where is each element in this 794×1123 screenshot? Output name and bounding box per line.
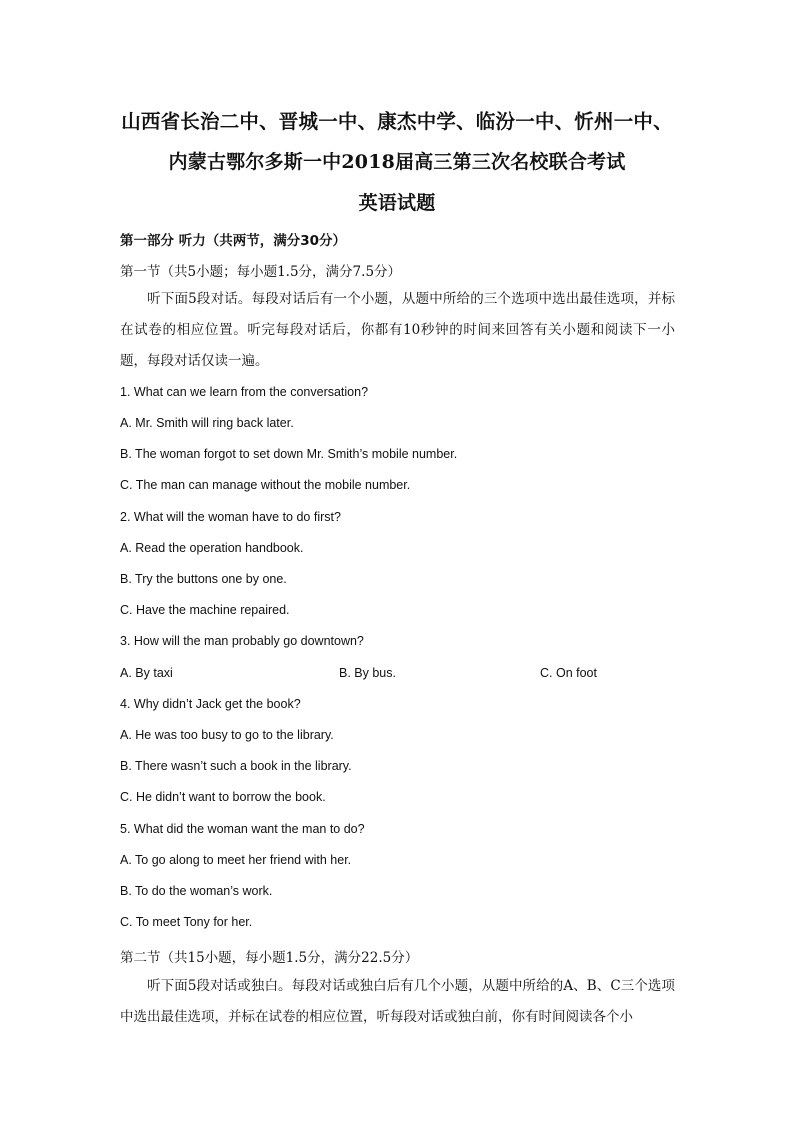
question-3-option-c: C. On foot xyxy=(540,666,597,680)
question-1-stem: 1. What can we learn from the conversation? xyxy=(120,385,369,399)
section-one-instructions-text: 听下面5段对话。每段对话后有一个小题，从题中所给的三个选项中选出最佳选项，并标在试卷的相应位置。听完每段对话后，你都有10秒钟的时间来回答有关小题和阅读下一小题，每段对话仅读一遍。 xyxy=(120,291,675,369)
question-4-option-b: B. There wasn’t such a book in the library. xyxy=(120,759,352,773)
question-1-option-b: B. The woman forgot to set down Mr. Smith’s mobile number. xyxy=(120,447,458,461)
question-2-option-a: A. Read the operation handbook. xyxy=(120,541,304,555)
section-one-instructions xyxy=(120,284,675,377)
section-two-instructions-text: 听下面5段对话或独白。每段对话或独白后有几个小题，从题中所给的A、B、C三个选项中选出最佳选项，并标在试卷的相应位置，听每段对话或独白前，你有时间阅读各个小 xyxy=(120,978,675,1025)
section-two-heading: 第二节（共15小题，每小题1.5分，满分22.5分） xyxy=(120,950,419,966)
section-two-instructions xyxy=(120,971,675,1033)
question-4-option-c: C. He didn’t want to borrow the book. xyxy=(120,790,326,804)
question-5-option-b: B. To do the woman’s work. xyxy=(120,884,273,898)
question-5-option-a: A. To go along to meet her friend with her. xyxy=(120,853,352,867)
exam-title-line-1: 山西省长治二中、晋城一中、康杰中学、临汾一中、忻州一中、 xyxy=(121,110,673,133)
question-2-option-b: B. Try the buttons one by one. xyxy=(120,572,287,586)
question-5-option-c: C. To meet Tony for her. xyxy=(120,915,253,929)
exam-subject-title: 英语试题 xyxy=(358,192,436,214)
question-3-option-b: B. By bus. xyxy=(339,666,396,680)
question-4-option-a: A. He was too busy to go to the library. xyxy=(120,728,334,742)
question-3-option-a: A. By taxi xyxy=(120,666,173,680)
part-one-heading: 第一部分 听力（共两节，满分30分） xyxy=(120,233,346,249)
question-5-stem: 5. What did the woman want the man to do? xyxy=(120,822,365,836)
question-1-option-c: C. The man can manage without the mobile number. xyxy=(120,478,411,492)
question-2-option-c: C. Have the machine repaired. xyxy=(120,603,290,617)
question-1-option-a: A. Mr. Smith will ring back later. xyxy=(120,416,294,430)
question-4-stem: 4. Why didn’t Jack get the book? xyxy=(120,697,301,711)
question-3-stem: 3. How will the man probably go downtown? xyxy=(120,634,364,648)
exam-title-line-2: 内蒙古鄂尔多斯一中2018届高三第三次名校联合考试 xyxy=(168,151,626,173)
question-2-stem: 2. What will the woman have to do first? xyxy=(120,510,341,524)
section-one-heading: 第一节（共5小题；每小题1.5分，满分7.5分） xyxy=(120,264,402,280)
